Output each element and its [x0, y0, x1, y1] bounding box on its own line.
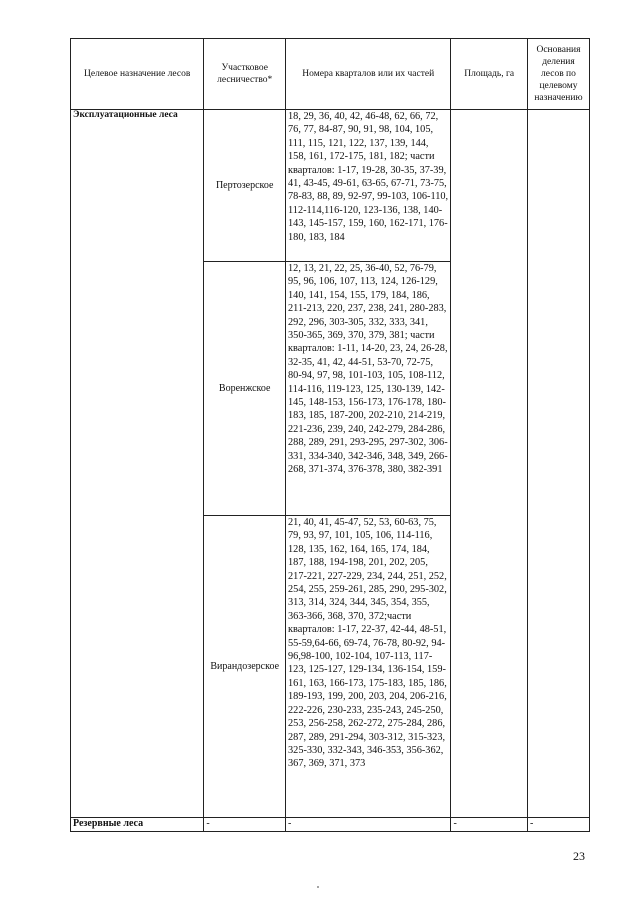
header-district: Участковое лесничество*	[204, 39, 286, 110]
quarters-vorenzhskoe: 12, 13, 21, 22, 25, 36-40, 52, 76-79, 95, 96, 106, 107, 113, 124, 126-129, 140, 141, 154, 155, 179, 184, 186, 211-213, 220, 237, 238, 241, 280-283, 292, 296, 303-305, 332, 333, 341, 350-365, 369, 370, 379, 381; части кварталов: 1-11, 14-20, 23, 24, 26-28, 32-35, 41, 42, 44-51, 53-70, 72-75, 80-94, 97, 98, 101-103, 105, 108-112, 114-116, 119-123, 125, 130-139, 142-145, 148-153, 156-173, 176-178, 180-183, 185, 187-200, 202-210, 214-219, 221-236, 239, 240, 242-279, 284-286, 288, 289, 291, 293-295, 297-302, 306-331, 334-340, 342-346, 348, 349, 266-268, 371-374, 376-378, 380, 382-391	[286, 262, 451, 516]
category-reserve: Резервные леса	[71, 818, 204, 832]
table-row-reserve	[71, 818, 590, 832]
quarters-pertozerskoe: 18, 29, 36, 40, 42, 46-48, 62, 66, 72, 76, 77, 84-87, 90, 91, 98, 104, 105, 111, 115, 121, 122, 137, 139, 144, 158, 161, 172-175, 181, 182; части кварталов: 1-17, 19-28, 30-35, 37-39, 41, 43-45, 49-61, 63-65, 67-71, 73-75, 78-83, 88, 89, 92-97, 99-103, 106-110, 112-114,116-120, 123-136, 138, 140-143, 145-157, 159, 160, 162-171, 176-180, 183, 184	[286, 110, 451, 262]
header-purpose: Целевое назначение лесов	[71, 39, 204, 110]
header-quarters: Номера кварталов или их частей	[286, 39, 451, 110]
area-cell	[451, 110, 528, 818]
table-row	[71, 110, 590, 262]
header-basis: Основания деления лесов по целевому назначению	[527, 39, 589, 110]
district-pertozerskoe: Пертозерское	[204, 110, 286, 262]
reserve-area: -	[451, 818, 528, 832]
district-vorenzhskoe: Воренжское	[204, 262, 286, 516]
quarters-virandozerskoe: 21, 40, 41, 45-47, 52, 53, 60-63, 75, 79, 93, 97, 101, 105, 106, 114-116, 128, 135, 162, 164, 165, 174, 184, 187, 188, 194-198, 201, 202, 205, 217-221, 227-229, 234, 244, 251, 252, 254, 255, 259-261, 285, 290, 295-302, 313, 314, 324, 344, 345, 354, 355, 363-366, 368, 370, 372;части кварталов: 1-17, 22-37, 42-44, 48-51, 55-59,64-66, 69-74, 76-78, 80-92, 94-96,98-100, 102-104, 107-113, 117-123, 125-127, 129-134, 136-154, 159-161, 163, 166-173, 175-183, 185, 186, 189-193, 199, 200, 203, 204, 206-216, 222-226, 230-233, 235-243, 245-250, 253, 256-258, 262-272, 275-284, 286, 287, 289, 291-294, 303-312, 315-323, 325-330, 332-343, 346-353, 356-362, 367, 369, 371, 373	[286, 516, 451, 818]
district-virandozerskoe: Вирандозерское	[204, 516, 286, 818]
category-exploitation: Эксплуатационные леса	[71, 110, 204, 818]
table-header-row	[71, 39, 590, 110]
reserve-basis: -	[527, 818, 589, 832]
reserve-district: -	[204, 818, 286, 832]
header-area: Площадь, га	[451, 39, 528, 110]
page-number: 23	[573, 849, 585, 863]
scan-speck	[317, 886, 319, 888]
reserve-quarters: -	[286, 818, 451, 832]
basis-cell	[527, 110, 589, 818]
forest-zoning-table	[70, 38, 590, 832]
